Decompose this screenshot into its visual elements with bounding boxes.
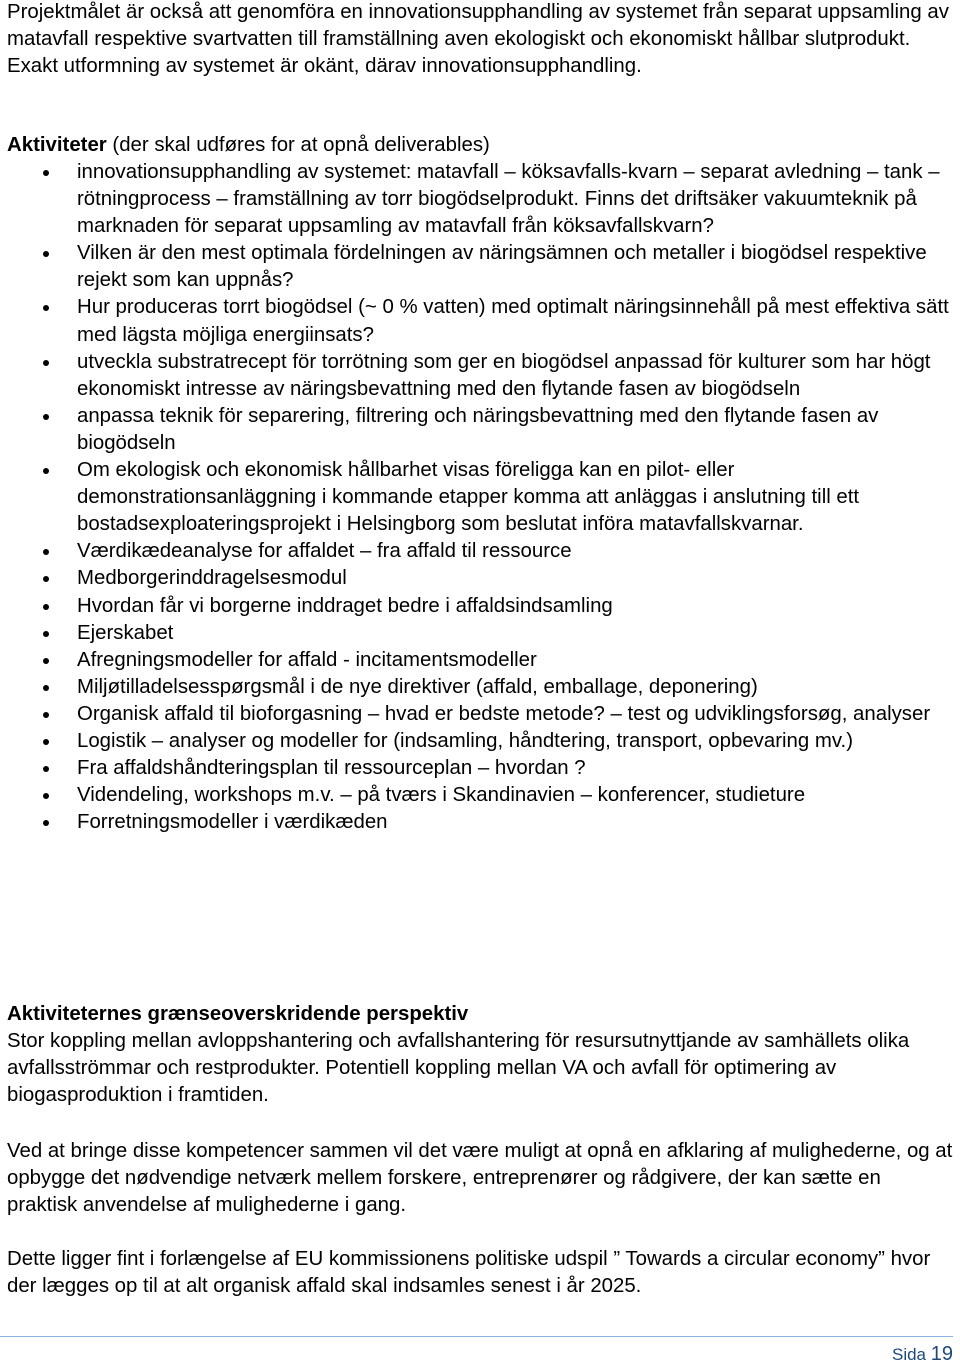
- list-item-text: Vilken är den mest optimala fördelningen av näringsämnen och metaller i biogödsel respektive rejekt som kan uppnås?: [77, 242, 927, 292]
- list-item-text: Om ekologisk och ekonomisk hållbarhet visas föreligga kan en pilot- eller demonstrationsanläggning i kommande etapper komma att anläggas i anslutning till ett bostadsexploateringsprojekt i Helsingborg som beslutat införa matavfallskvarnar.: [77, 459, 860, 536]
- bullet-icon: [43, 305, 49, 311]
- list-item: [7, 349, 953, 403]
- list-item: [7, 728, 953, 755]
- bullet-icon: [43, 576, 49, 582]
- activities-heading-bold: Aktiviteter: [7, 134, 107, 156]
- list-item-text: Medborgerinddragelsesmodul: [77, 567, 347, 590]
- list-item: [7, 538, 953, 565]
- list-item: [7, 647, 953, 674]
- bullet-icon: [43, 631, 49, 637]
- list-item-text: Hur produceras torrt biogödsel (~ 0 % vatten) med optimalt näringsinnehåll på mest effektiva sätt med lägsta möjliga energiinsats?: [77, 296, 949, 346]
- list-item-text: Ejerskabet: [77, 621, 174, 644]
- bullet-icon: [43, 468, 49, 474]
- list-item: [7, 593, 953, 620]
- bullet-icon: [43, 712, 49, 718]
- bullet-icon: [43, 658, 49, 664]
- bullet-icon: [43, 685, 49, 691]
- list-item: [7, 674, 953, 701]
- page-footer: [892, 1343, 953, 1366]
- cross-border-heading: Aktiviteternes grænseoverskridende perspektiv: [7, 1003, 469, 1025]
- list-item-text: innovationsupphandling av systemet: matavfall – köksavfalls-kvarn – separat avledning – tank – rötningprocess – framställning av torr biogödselprodukt. Finns det driftsäker vakuumteknik på marknaden för separat uppsamling av matavfall från köksavfallskvarn?: [77, 161, 940, 238]
- cross-border-paragraph-2: Ved at bringe disse kompetencer sammen vil det være muligt at opnå en afklaring af mulighederne, og at opbygge det nødvendige netværk mellem forskere, entreprenører og rådgivere, der kan sætte en praktisk anvendelse af mulighederne i gang.: [7, 1140, 953, 1217]
- list-item: [7, 701, 953, 728]
- bullet-icon: [43, 251, 49, 257]
- bullet-icon: [43, 604, 49, 610]
- bullet-icon: [43, 170, 49, 176]
- activities-heading-rest: (der skal udføres for at opnå deliverables): [106, 134, 490, 156]
- list-item-text: Videndeling, workshops m.v. – på tværs i Skandinavien – konferencer, studieture: [77, 784, 806, 807]
- bullet-icon: [43, 360, 49, 366]
- list-item: [7, 620, 953, 647]
- bullet-icon: [43, 414, 49, 420]
- intro-paragraph: Projektmålet är också att genomföra en innovationsupphandling av systemet från separat uppsamling av matavfall respektive svartvatten till framställning aven ekologiskt och ekonomiskt hållbar slutprodukt. Exakt utformning av systemet är okänt, därav innovationsupphandling.: [7, 1, 949, 78]
- cross-border-paragraph-3: Dette ligger fint i forlængelse af EU kommissionens politiske udspil ” Towards a circular economy” hvor der lægges op til at alt organisk affald skal indsamles senest i år 2025.: [7, 1248, 931, 1298]
- list-item-text: Værdikædeanalyse for affaldet – fra affald til ressource: [77, 540, 572, 563]
- list-item-text: Miljøtilladelsesspørgsmål i de nye direktiver (affald, emballage, deponering): [77, 675, 758, 698]
- list-item: [7, 294, 953, 348]
- page-number: 19: [930, 1343, 953, 1365]
- list-item: [7, 755, 953, 782]
- list-item-text: Forretningsmodeller i værdikæden: [77, 811, 388, 834]
- activities-heading: [7, 132, 953, 159]
- activities-list: [7, 159, 953, 836]
- bullet-icon: [43, 766, 49, 772]
- bullet-icon: [43, 549, 49, 555]
- bullet-icon: [43, 793, 49, 799]
- list-item-text: Organisk affald til bioforgasning – hvad er bedste metode? – test og udviklingsforsøg, analyser: [77, 702, 931, 725]
- list-item: [7, 565, 953, 592]
- page-label: Sida: [891, 1345, 927, 1364]
- cross-border-paragraph-1: Stor koppling mellan avloppshantering och avfallshantering för resursutnyttjande av samhällets olika avfallsströmmar och restprodukter. Potentiell koppling mellan VA och avfall för optimering av biogasproduktion i framtiden.: [7, 1030, 910, 1107]
- list-item-text: Logistik – analyser og modeller for (indsamling, håndtering, transport, opbevaring mv.): [77, 729, 853, 752]
- list-item: [7, 457, 953, 538]
- list-item: [7, 782, 953, 809]
- bullet-icon: [43, 739, 49, 745]
- list-item-text: Hvordan får vi borgerne inddraget bedre i affaldsindsamling: [77, 594, 613, 617]
- list-item: [7, 159, 953, 240]
- list-item-text: Fra affaldshåndteringsplan til ressourceplan – hvordan ?: [77, 757, 586, 780]
- list-item-text: anpassa teknik för separering, filtrering och näringsbevattning med den flytande fasen av biogödseln: [77, 404, 879, 454]
- list-item: [7, 240, 953, 294]
- list-item: [7, 403, 953, 457]
- list-item-text: Afregningsmodeller for affald - incitamentsmodeller: [77, 648, 537, 671]
- list-item-text: utveckla substratrecept för torrötning som ger en biogödsel anpassad för kulturer som har högt ekonomiskt intresse av näringsbevattning med den flytande fasen av biogödseln: [77, 350, 931, 400]
- footer-divider: [0, 1336, 953, 1337]
- bullet-icon: [43, 820, 49, 826]
- list-item: [7, 809, 953, 836]
